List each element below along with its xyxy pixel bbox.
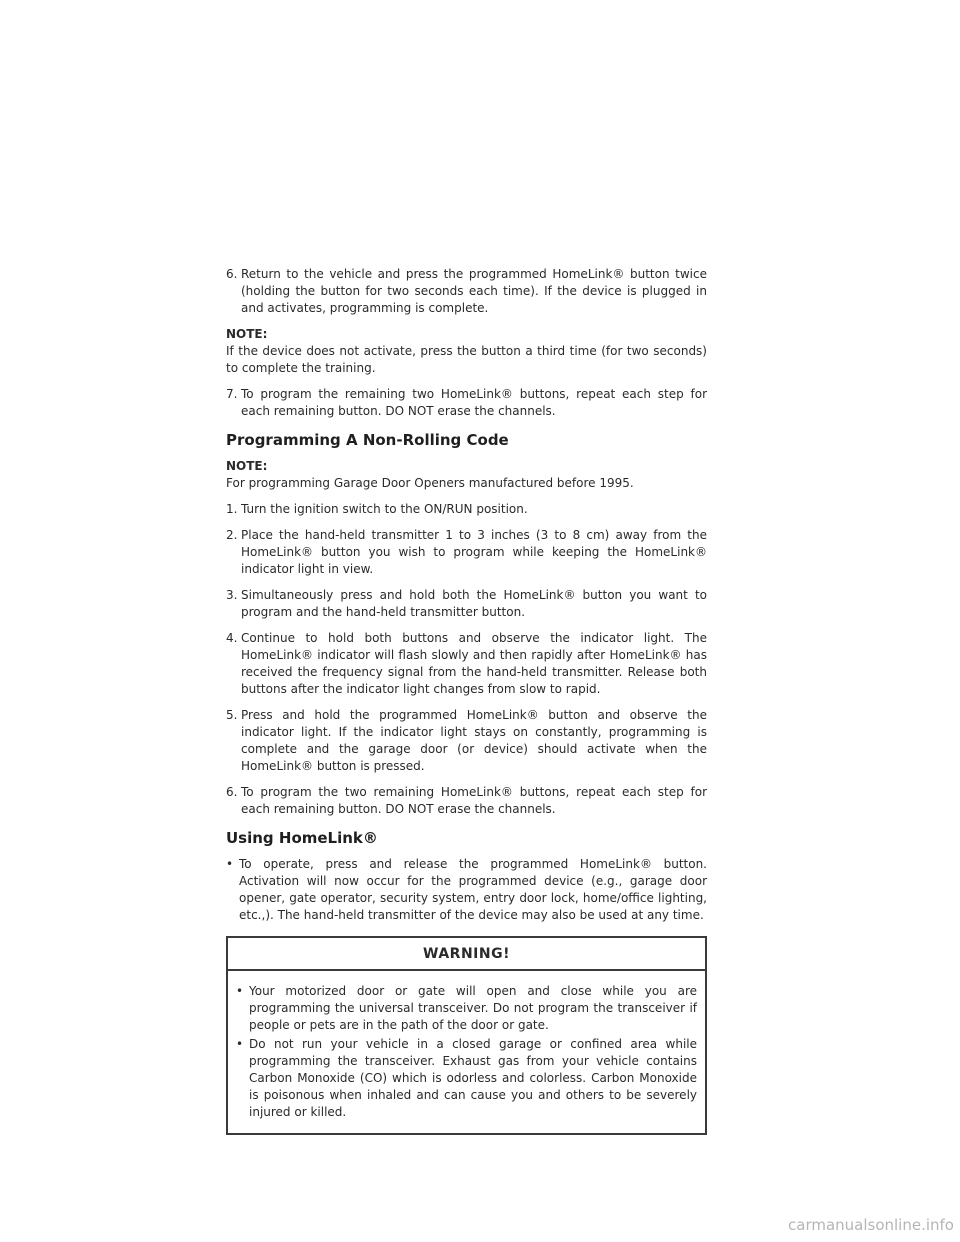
bullet-item (236, 1036, 697, 1121)
bullet-icon: • (236, 1037, 244, 1051)
list-item (226, 527, 707, 578)
step-text: Place the hand-held transmitter 1 to 3 inches (3 to 8 cm) away from the HomeLink® button you wish to program while keeping the HomeLink® indicator light in view. (241, 528, 707, 576)
step-number: 6. (226, 785, 238, 799)
step-text: Turn the ignition switch to the ON/RUN position. (241, 502, 528, 516)
step-text: Continue to hold both buttons and observe the indicator light. The HomeLink® indicator will flash slowly and then rapidly after HomeLink® has received the frequency signal from the hand-held transmitter. Release both buttons after the indicator light changes from slow to rapid. (241, 631, 707, 696)
list-item (226, 386, 707, 420)
list-item (226, 501, 707, 518)
warning-body (228, 971, 705, 1133)
warning-title: WARNING! (228, 938, 705, 971)
warning-box (226, 936, 707, 1135)
step-number: 6. (226, 267, 238, 281)
bullet-text: To operate, press and release the programmed HomeLink® button. Activation will now occur for the programmed device (e.g., garage door opener, gate operator, security system, entry door lock, home/office lighting, etc.,). The hand-held transmitter of the device may also be used at any time. (239, 857, 707, 922)
step-text: Return to the vehicle and press the programmed HomeLink® button twice (holding the button for two seconds each time). If the device is plugged in and activates, programming is complete. (241, 267, 707, 315)
note-text: For programming Garage Door Openers manufactured before 1995. (226, 476, 634, 490)
bullet-icon: • (236, 984, 244, 998)
step-number: 4. (226, 631, 238, 645)
step-text: Press and hold the programmed HomeLink® button and observe the indicator light. If the indicator light stays on constantly, programming is complete and the garage door (or device) should activate when the HomeLink® button is pressed. (241, 708, 707, 773)
step-text: To program the two remaining HomeLink® buttons, repeat each step for each remaining button. DO NOT erase the channels. (241, 785, 707, 816)
step-text: To program the remaining two HomeLink® buttons, repeat each step for each remaining button. DO NOT erase the channels. (241, 387, 707, 418)
step-number: 1. (226, 502, 238, 516)
bullet-item (226, 856, 707, 924)
step-text: Simultaneously press and hold both the HomeLink® button you want to program and the hand-held transmitter button. (241, 588, 707, 619)
bullet-item (236, 983, 697, 1034)
bullet-icon: • (226, 857, 234, 871)
step-number: 7. (226, 387, 238, 401)
list-item (226, 587, 707, 621)
warning-text: Your motorized door or gate will open and close while you are programming the universal transceiver. Do not program the transceiver if people or pets are in the path of the door or gate. (249, 984, 697, 1032)
section-heading-non-rolling: Programming A Non-Rolling Code (226, 431, 509, 449)
step-number: 3. (226, 588, 238, 602)
step-number: 5. (226, 708, 238, 722)
watermark: carmanualsonline.info (788, 1216, 954, 1234)
list-item (226, 630, 707, 698)
section-heading-using-homelink: Using HomeLink® (226, 829, 378, 847)
list-item (226, 784, 707, 818)
list-item (226, 266, 707, 317)
page-content (226, 266, 707, 1135)
note-label: NOTE: (226, 459, 268, 473)
list-item (226, 707, 707, 775)
warning-text: Do not run your vehicle in a closed garage or confined area while programming the transceiver. Exhaust gas from your vehicle contains Carbon Monoxide (CO) which is odorless and colorless. Carbon Monoxide is poisonous when inhaled and can cause you and others to be severely injured or killed. (249, 1037, 697, 1119)
note-text: If the device does not activate, press the button a third time (for two seconds) to complete the training. (226, 344, 707, 375)
step-number: 2. (226, 528, 238, 542)
note-label: NOTE: (226, 327, 268, 341)
